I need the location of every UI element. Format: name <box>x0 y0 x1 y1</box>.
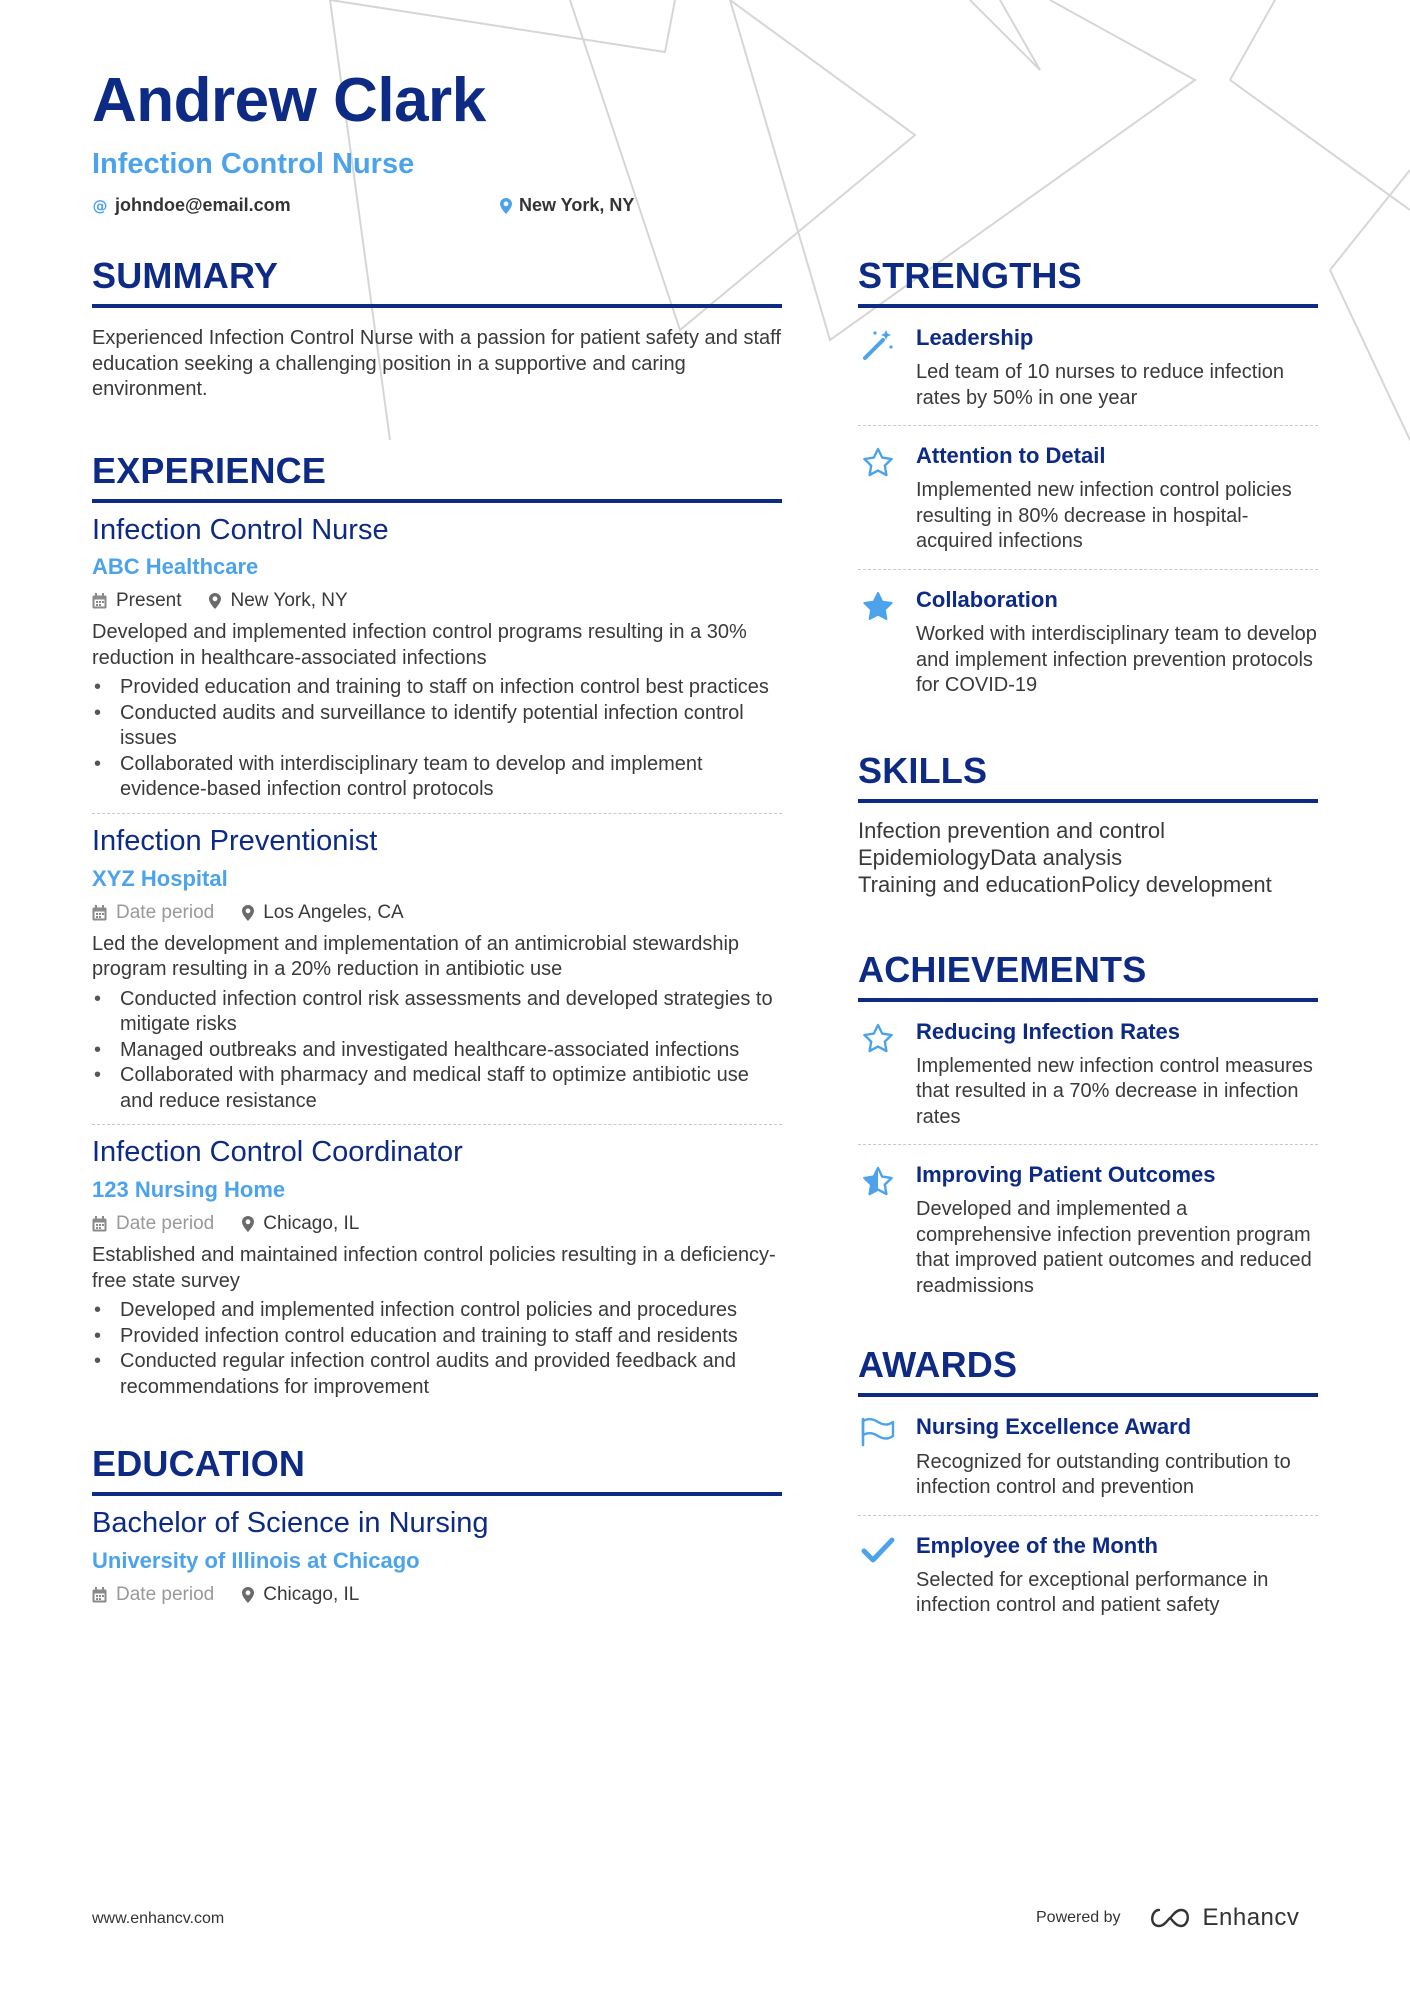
experience-entry <box>92 814 782 1125</box>
strength-item <box>858 426 1318 570</box>
achievement-title: Improving Patient Outcomes <box>916 1162 1216 1188</box>
achievement-item <box>858 1145 1318 1313</box>
job-bullets <box>92 1298 782 1400</box>
awards-heading: AWARDS <box>858 1347 1318 1397</box>
skill-line: EpidemiologyData analysis <box>858 844 1123 870</box>
bullet-item: • Developed and implemented infection control policies and procedures <box>92 1298 782 1324</box>
summary-text: Experienced Infection Control Nurse with a passion for patient safety and staff education seeking a challenging position in a supportive and caring environment. <box>92 327 781 400</box>
award-title: Nursing Excellence Award <box>916 1414 1192 1440</box>
bullet-item: • Conducted regular infection control audits and provided feedback and recommendations for improvement <box>92 1349 782 1400</box>
job-meta <box>92 902 782 924</box>
education-heading: EDUCATION <box>92 1446 782 1496</box>
strength-item <box>858 308 1318 426</box>
job-description: Established and maintained infection control policies resulting in a deficiency-free state survey <box>92 1244 776 1292</box>
job-bullets <box>92 675 782 803</box>
education-location: Chicago, IL <box>263 1584 360 1606</box>
award-title: Employee of the Month <box>916 1532 1158 1558</box>
job-date: Date period <box>116 901 215 923</box>
job-meta <box>92 590 782 612</box>
job-role: Infection Control Nurse <box>92 513 389 546</box>
job-role: Infection Preventionist <box>92 824 378 857</box>
summary-section <box>92 255 782 403</box>
strength-title: Leadership <box>916 325 1034 350</box>
calendar-icon <box>92 905 107 921</box>
strength-title: Collaboration <box>916 586 1058 612</box>
footer-powered-by <box>1036 1904 1299 1932</box>
experience-heading: EXPERIENCE <box>92 453 782 503</box>
skills-heading: SKILLS <box>858 753 1318 803</box>
location-contact <box>500 195 634 216</box>
company-name: 123 Nursing Home <box>92 1177 286 1203</box>
magic-wand-icon <box>861 328 895 362</box>
job-description: Developed and implemented infection control programs resulting in a 30% reduction in healthcare-associated infections <box>92 621 747 669</box>
footer-website-link[interactable]: www.enhancv.com <box>92 1910 225 1927</box>
job-role: Infection Control Coordinator <box>92 1136 463 1169</box>
contact-row <box>92 195 1332 217</box>
location-text: New York, NY <box>519 195 635 215</box>
svg-text:@: @ <box>92 197 108 214</box>
resume-header <box>92 66 1332 217</box>
at-icon <box>92 198 108 214</box>
education-section <box>92 1443 782 1616</box>
location-pin-icon <box>242 1587 254 1603</box>
job-bullets <box>92 987 782 1115</box>
strength-text: Implemented new infection control policies resulting in 80% decrease in hospital-acquired infections <box>916 479 1292 553</box>
strength-text: Led team of 10 nurses to reduce infection rates by 50% in one year <box>916 361 1285 409</box>
achievement-text: Implemented new infection control measures that resulted in a 70% decrease in infection rates <box>916 1054 1313 1128</box>
achievements-section <box>858 948 1318 1314</box>
email-contact[interactable] <box>92 195 291 216</box>
award-item <box>858 1516 1318 1633</box>
education-entry <box>92 1496 782 1616</box>
job-description: Led the development and implementation of an antimicrobial stewardship program resulting in a 20% reduction in antibiotic use <box>92 932 740 981</box>
calendar-icon <box>92 1216 107 1232</box>
award-text: Selected for exceptional performance in infection control and patient safety <box>916 1568 1269 1617</box>
strength-item <box>858 570 1318 713</box>
skill-line: Training and educationPolicy development <box>858 871 1272 897</box>
email-text: johndoe@email.com <box>115 195 291 215</box>
checkmark-icon <box>861 1536 895 1564</box>
location-pin-icon <box>242 905 254 921</box>
experience-section <box>92 449 782 1411</box>
school-name: University of Illinois at Chicago <box>92 1548 420 1574</box>
company-name: ABC Healthcare <box>92 554 259 580</box>
achievement-title: Reducing Infection Rates <box>916 1018 1181 1044</box>
skills-list <box>858 817 1318 898</box>
strengths-heading: STRENGTHS <box>858 258 1318 308</box>
location-pin-icon <box>209 593 221 609</box>
left-column <box>92 255 782 1616</box>
education-meta <box>92 1584 782 1606</box>
candidate-name: Andrew Clark <box>92 66 486 135</box>
bullet-item: • Collaborated with interdisciplinary team to develop and implement evidence-based infection control protocols <box>92 752 782 803</box>
skills-section <box>858 749 1318 898</box>
location-pin-icon <box>500 198 512 214</box>
award-text: Recognized for outstanding contribution to infection control and prevention <box>916 1450 1291 1499</box>
job-title: Infection Control Nurse <box>92 148 415 180</box>
degree: Bachelor of Science in Nursing <box>92 1507 489 1540</box>
bullet-item: • Conducted infection control risk assessments and developed strategies to mitigate risks <box>92 987 782 1038</box>
job-date: Date period <box>116 1213 215 1235</box>
calendar-icon <box>92 593 107 609</box>
job-location: Los Angeles, CA <box>263 901 404 923</box>
award-item <box>858 1397 1318 1515</box>
summary-heading: SUMMARY <box>92 258 782 308</box>
achievement-item <box>858 1002 1318 1146</box>
strengths-section <box>858 255 1318 713</box>
star-outline-icon <box>861 446 895 480</box>
strength-text: Worked with interdisciplinary team to develop and implement infection prevention protocols for COVID-19 <box>916 623 1317 697</box>
skill-line: Infection prevention and control <box>858 817 1165 843</box>
bullet-item: • Managed outbreaks and investigated healthcare-associated infections <box>92 1038 782 1064</box>
star-outline-icon <box>861 1022 895 1056</box>
achievement-text: Developed and implemented a comprehensive infection prevention program that improved patient outcomes and reduced readmissions <box>916 1198 1312 1297</box>
location-pin-icon <box>242 1216 254 1232</box>
company-name: XYZ Hospital <box>92 865 228 891</box>
job-location: Chicago, IL <box>263 1213 360 1235</box>
flag-icon <box>860 1417 896 1447</box>
bullet-item: • Provided education and training to staff on infection control best practices <box>92 675 782 701</box>
star-filled-icon <box>861 590 895 624</box>
bullet-item: • Collaborated with pharmacy and medical staff to optimize antibiotic use and reduce resistance <box>92 1063 782 1114</box>
job-date: Present <box>116 590 182 612</box>
powered-by-label: Powered by <box>1036 1909 1121 1926</box>
job-location: New York, NY <box>230 590 348 612</box>
calendar-icon <box>92 1587 107 1603</box>
bullet-item: • Provided infection control education and training to staff and residents <box>92 1324 782 1350</box>
right-column <box>858 255 1318 1633</box>
experience-entry <box>92 1125 782 1410</box>
bullet-item: • Conducted audits and surveillance to identify potential infection control issues <box>92 701 782 752</box>
brand-name: Enhancv <box>1202 1904 1300 1931</box>
job-meta <box>92 1213 782 1235</box>
enhancv-logo-icon <box>1147 1906 1193 1930</box>
strength-title: Attention to Detail <box>916 443 1106 469</box>
education-date: Date period <box>116 1584 215 1606</box>
brand-logo[interactable] <box>1147 1904 1300 1932</box>
awards-section <box>858 1344 1318 1632</box>
achievements-heading: ACHIEVEMENTS <box>858 952 1318 1002</box>
experience-entry <box>92 503 782 814</box>
star-half-icon <box>861 1165 895 1199</box>
